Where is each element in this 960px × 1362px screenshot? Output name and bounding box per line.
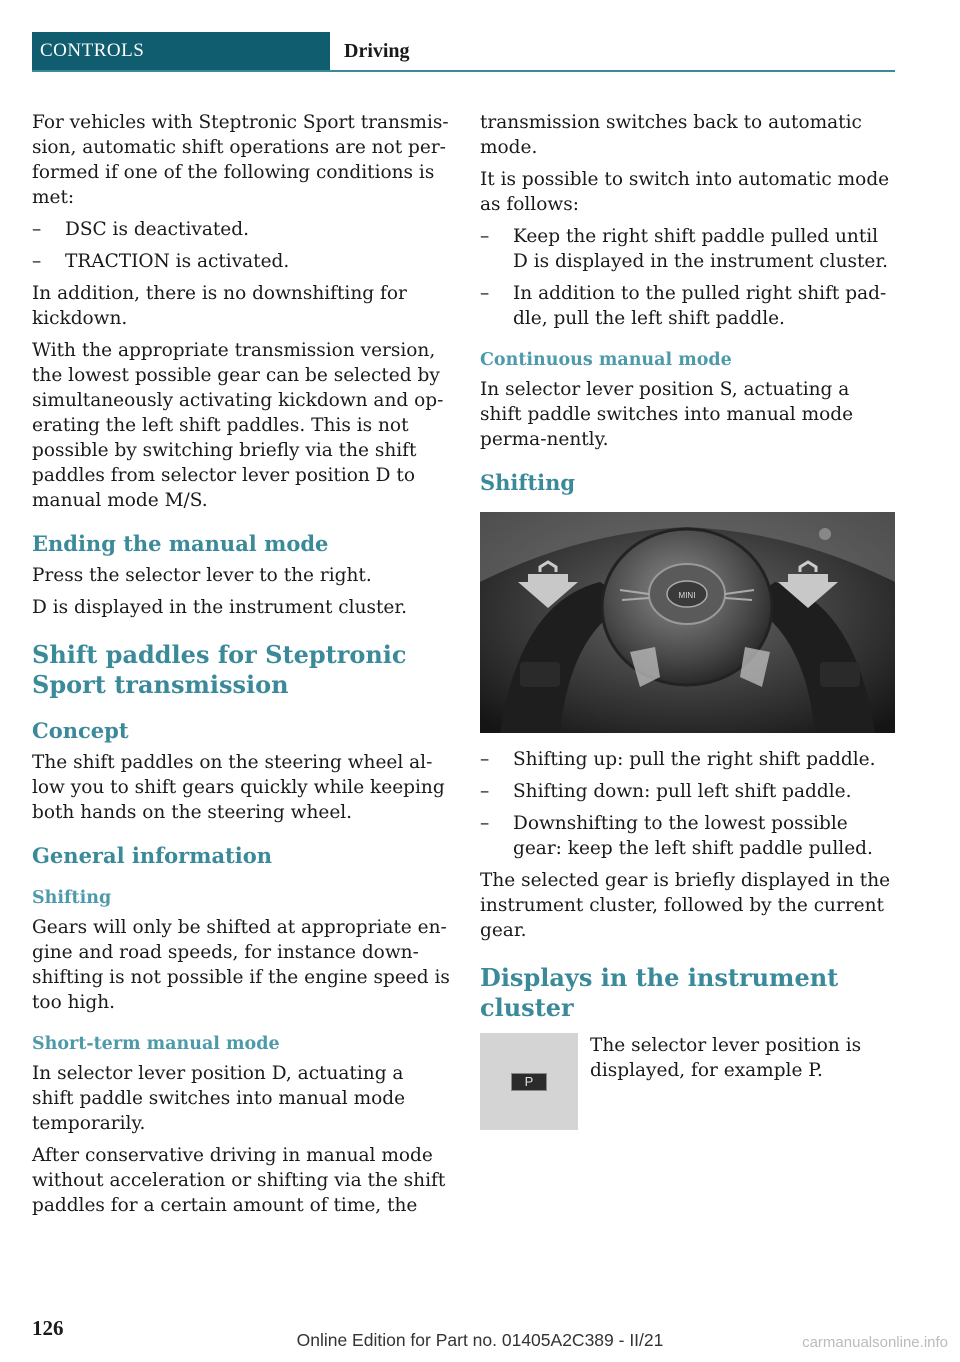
- heading-displays-instrument-cluster: Displays in the instrument cluster: [480, 963, 839, 1022]
- paragraph: With the appropriate transmission version, the lowest possible gear can be selected by simultaneously activating kickdown and op‐erating the left shift paddles. This is not possible by switching briefly via the shift paddles from selector lever position D to manual mode M/S.: [32, 340, 444, 511]
- dash-bullet: –: [480, 749, 490, 770]
- shifting-list: [480, 747, 895, 861]
- dash-bullet: –: [480, 781, 490, 802]
- section-title: CONTROLS: [32, 32, 330, 70]
- dash-bullet: –: [480, 283, 490, 304]
- heading-shifting: Shifting: [480, 470, 576, 495]
- list-item: – Downshifting to the lowest possible gear: keep the left shift paddle pulled.: [480, 813, 873, 859]
- heading-continuous-manual-mode: Continuous manual mode: [480, 350, 732, 370]
- dash-bullet: –: [32, 251, 42, 272]
- right-column: [480, 110, 895, 1133]
- heading-ending-manual-mode: Ending the manual mode: [32, 531, 329, 556]
- paragraph: After conservative driving in manual mode without acceleration or shifting via the shift paddles for a certain amount of time, the: [32, 1145, 446, 1216]
- paragraph: In addition, there is no downshifting for kickdown.: [32, 283, 407, 329]
- list-item: – In addition to the pulled right shift pad‐dle, pull the left shift paddle.: [480, 283, 887, 329]
- paragraph: In selector lever position D, actuating a shift paddle switches into manual mode temporarily.: [32, 1063, 406, 1134]
- left-column: [32, 110, 450, 1225]
- display-example: [480, 1033, 895, 1133]
- mini-logo-text: MINI: [678, 591, 696, 600]
- watermark: carmanualsonline.info: [802, 1334, 948, 1351]
- condition-list: [32, 217, 450, 274]
- heading-shifting: Shifting: [32, 888, 112, 908]
- dash-bullet: –: [480, 813, 490, 834]
- paragraph: The shift paddles on the steering wheel al‐low you to shift gears quickly while keeping both hands on the steering wheel.: [32, 752, 445, 823]
- paragraph: Gears will only be shifted at appropriate en‐gine and road speeds, for instance down‐shifting is not possible if the engine speed is too high.: [32, 917, 450, 1013]
- instrument-display-thumbnail: [480, 1033, 578, 1130]
- dash-bullet: –: [32, 219, 42, 240]
- list-item: – Keep the right shift paddle pulled until D is displayed in the instrument cluster.: [480, 226, 889, 272]
- paragraph: It is possible to switch into automatic mode as follows:: [480, 169, 890, 215]
- selector-position-indicator: P: [511, 1073, 547, 1091]
- steering-wheel-photo: [480, 512, 895, 733]
- paragraph: In selector lever position S, actuating a shift paddle switches into manual mode perma‐nently.: [480, 379, 854, 450]
- heading-general-information: General information: [32, 843, 273, 868]
- paragraph: The selector lever position is displayed, for example P.: [590, 1035, 862, 1081]
- paragraph: The selected gear is briefly displayed in the instrument cluster, followed by the current gear.: [480, 870, 891, 941]
- heading-shift-paddles: Shift paddles for Steptronic Sport transmission: [32, 640, 407, 699]
- footer-text: Online Edition for Part no. 01405A2C389 - II/21: [296, 1330, 664, 1350]
- page-number: 126: [32, 1316, 64, 1340]
- list-item: – Shifting up: pull the right shift paddle.: [480, 749, 876, 770]
- automatic-mode-list: [480, 224, 895, 331]
- list-item: – TRACTION is activated.: [32, 251, 290, 272]
- list-item: – DSC is deactivated.: [32, 219, 249, 240]
- page-header: [32, 32, 895, 72]
- heading-short-term-manual-mode: Short-term manual mode: [32, 1034, 280, 1054]
- paragraph: For vehicles with Steptronic Sport transmis‐sion, automatic shift operations are not per‐formed if one of the following conditions is met:: [32, 112, 449, 208]
- paragraph: transmission switches back to automatic mode.: [480, 112, 862, 158]
- heading-concept: Concept: [32, 718, 129, 743]
- dash-bullet: –: [480, 226, 490, 247]
- list-item: – Shifting down: pull left shift paddle.: [480, 781, 852, 802]
- paragraph: D is displayed in the instrument cluster.: [32, 597, 408, 618]
- chapter-title: Driving: [344, 40, 410, 62]
- paragraph: Press the selector lever to the right.: [32, 565, 372, 586]
